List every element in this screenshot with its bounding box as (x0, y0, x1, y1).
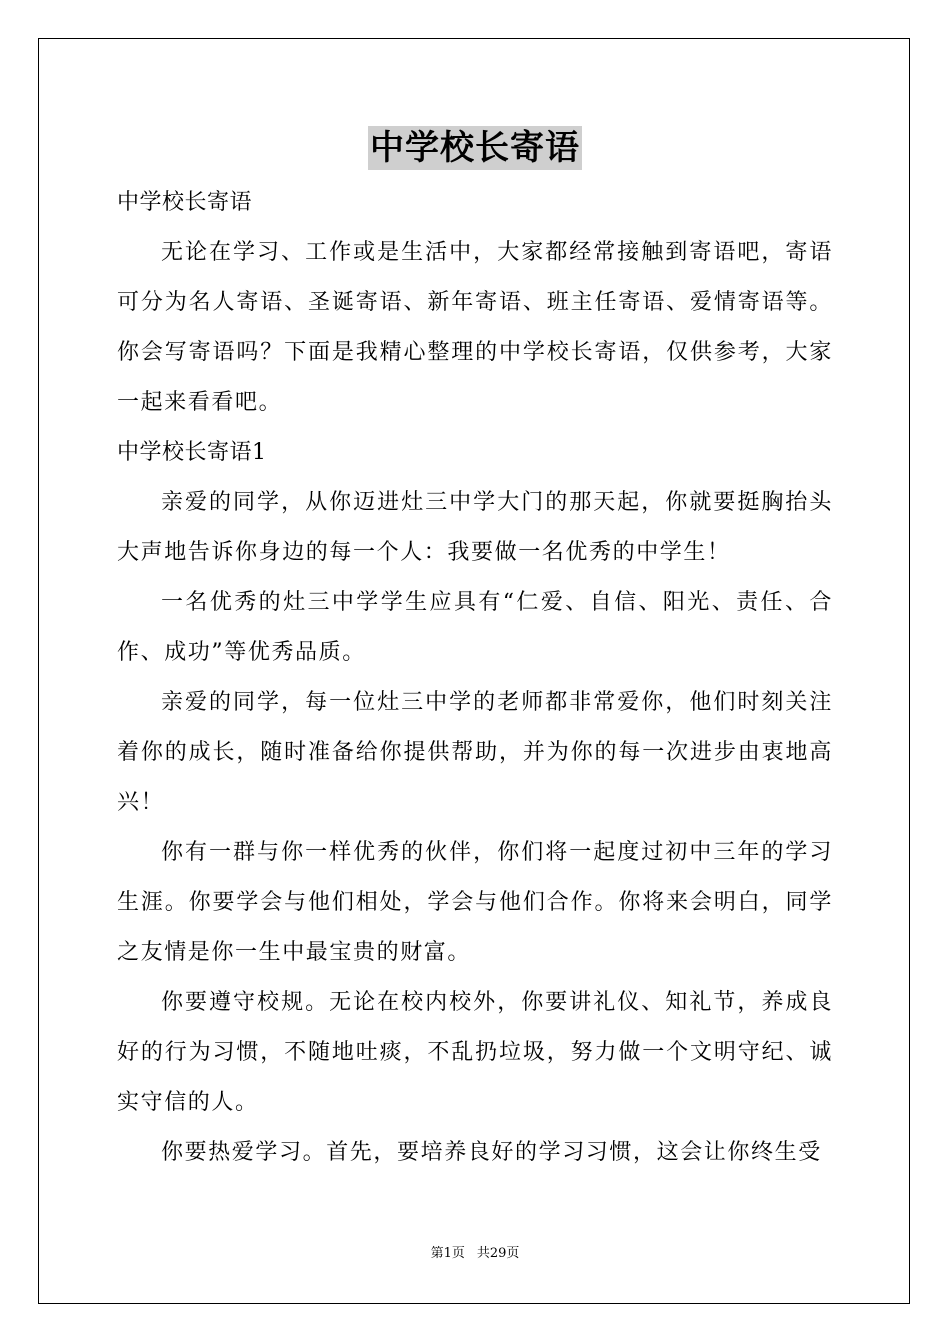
document-subtitle: 中学校长寄语 (117, 190, 253, 215)
body-paragraph: 亲爱的同学，从你迈进灶三中学大门的那天起，你就要挺胸抬头大声地告诉你身边的每一个人：我要做一名优秀的中学生！ (117, 490, 833, 565)
page-footer (0, 1244, 950, 1264)
intro-paragraph: 无论在学习、工作或是生活中，大家都经常接触到寄语吧，寄语可分为名人寄语、圣诞寄语、新年寄语、班主任寄语、爱情寄语等。你会写寄语吗？下面是我精心整理的中学校长寄语，仅供参考，大家一起来看看吧。 (117, 240, 833, 415)
body-paragraph: 亲爱的同学，每一位灶三中学的老师都非常爱你，他们时刻关注着你的成长，随时准备给你提供帮助，并为你的每一次进步由衷地高兴！ (117, 690, 833, 815)
total-pages: 共29页 (476, 1246, 520, 1261)
body-paragraph: 你要热爱学习。首先，要培养良好的学习习惯，这会让你终生受 (161, 1140, 822, 1165)
document-title: 中学校长寄语 (370, 128, 580, 168)
page-number: 第1页 (430, 1246, 465, 1261)
section-heading: 中学校长寄语1 (117, 440, 267, 465)
body-paragraph: 一名优秀的灶三中学学生应具有“仁爱、自信、阳光、责任、合作、成功”等优秀品质。 (117, 590, 833, 665)
body-paragraph: 你有一群与你一样优秀的伙伴，你们将一起度过初中三年的学习生涯。你要学会与他们相处，学会与他们合作。你将来会明白，同学之友情是你一生中最宝贵的财富。 (117, 840, 833, 965)
title-container (0, 126, 950, 170)
body-paragraph: 你要遵守校规。无论在校内校外，你要讲礼仪、知礼节，养成良好的行为习惯，不随地吐痰，不乱扔垃圾，努力做一个文明守纪、诚实守信的人。 (117, 990, 833, 1115)
document-body (117, 178, 833, 1178)
